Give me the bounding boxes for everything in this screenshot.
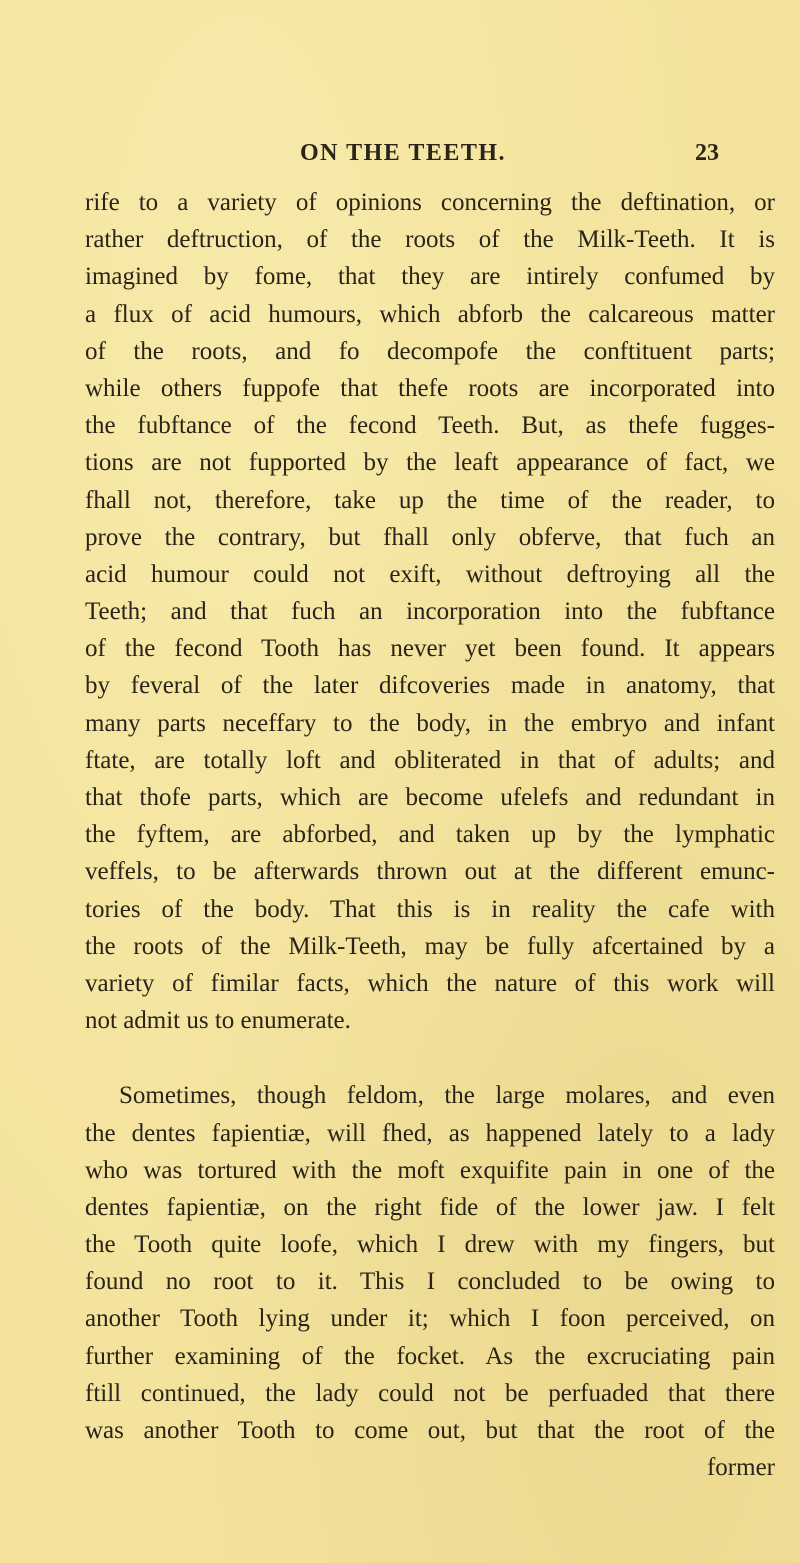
text-line: rather deftruction, of the roots of the Milk-Teeth. It is	[85, 226, 775, 254]
text-line: rife to a variety of opinions concerning the deftination, or	[85, 189, 775, 216]
text-line: imagined by fome, that they are intirely confumed by	[85, 263, 775, 291]
text-line: ftate, are totally loft and obliterated in that of adults; and	[85, 746, 775, 774]
text-line: found no root to it. This I concluded to be owing to	[85, 1268, 775, 1296]
text-line: was another Tooth to come out, but that the root of the	[85, 1417, 775, 1444]
text-line: the roots of the Milk-Teeth, may be fully afcertained by a	[85, 932, 775, 960]
text-line: prove the contrary, but fhall only obferve, that fuch an	[85, 523, 775, 551]
page-number: 23	[695, 140, 719, 166]
running-head	[0, 140, 800, 174]
text-line: of the fecond Tooth has never yet been found. It appears	[85, 635, 775, 663]
text-line: the dentes fapientiæ, will fhed, as happened lately to a lady	[85, 1119, 775, 1147]
text-line: not admit us to enumerate.	[85, 1007, 351, 1035]
text-line: variety of fimilar facts, which the nature of this work will	[85, 969, 775, 997]
text-line: a flux of acid humours, which abforb the calcareous matter	[85, 300, 775, 328]
text-line: the fyftem, are abforbed, and taken up by the lymphatic	[85, 821, 775, 849]
text-line: veffels, to be afterwards thrown out at the different emunc-	[85, 858, 775, 886]
text-line: tions are not fupported by the leaft appearance of fact, we	[85, 449, 775, 477]
body-text	[85, 184, 775, 1486]
text-line: the Tooth quite loofe, which I drew with my fingers, but	[85, 1231, 775, 1259]
text-line: the fubftance of the fecond Teeth. But, as thefe fugges-	[85, 412, 775, 440]
text-line: Teeth; and that fuch an incorporation into the fubftance	[85, 598, 775, 626]
text-line: fhall not, therefore, take up the time of the reader, to	[85, 486, 775, 514]
text-line: acid humour could not exift, without deftroying all the	[85, 560, 775, 588]
text-line: tories of the body. That this is in reality the cafe with	[85, 895, 775, 923]
paragraph-2	[85, 1077, 775, 1449]
text-line: further examining of the focket. As the excruciating pain	[85, 1342, 775, 1370]
text-line: of the roots, and fo decompofe the conftituent parts;	[85, 337, 775, 365]
text-line: another Tooth lying under it; which I foon perceived, on	[85, 1305, 775, 1333]
text-line: ftill continued, the lady could not be perfuaded that there	[85, 1379, 775, 1407]
text-line: Sometimes, though feldom, the large molares, and even	[119, 1082, 775, 1110]
catchword: former	[706, 1454, 775, 1482]
text-line: many parts neceffary to the body, in the embryo and infant	[85, 709, 775, 737]
text-line: by feveral of the later difcoveries made in anatomy, that	[85, 672, 775, 700]
text-line: dentes fapientiæ, on the right fide of the lower jaw. I felt	[85, 1193, 775, 1221]
text-line: that thofe parts, which are become ufelefs and redundant in	[85, 784, 775, 811]
paragraph-1	[85, 184, 775, 1039]
text-line: while others fuppofe that thefe roots are incorporated into	[85, 374, 775, 402]
text-line: who was tortured with the moft exquifite pain in one of the	[85, 1156, 775, 1184]
paragraph-gap	[85, 1039, 775, 1077]
running-head-title: ON THE TEETH.	[300, 140, 507, 166]
